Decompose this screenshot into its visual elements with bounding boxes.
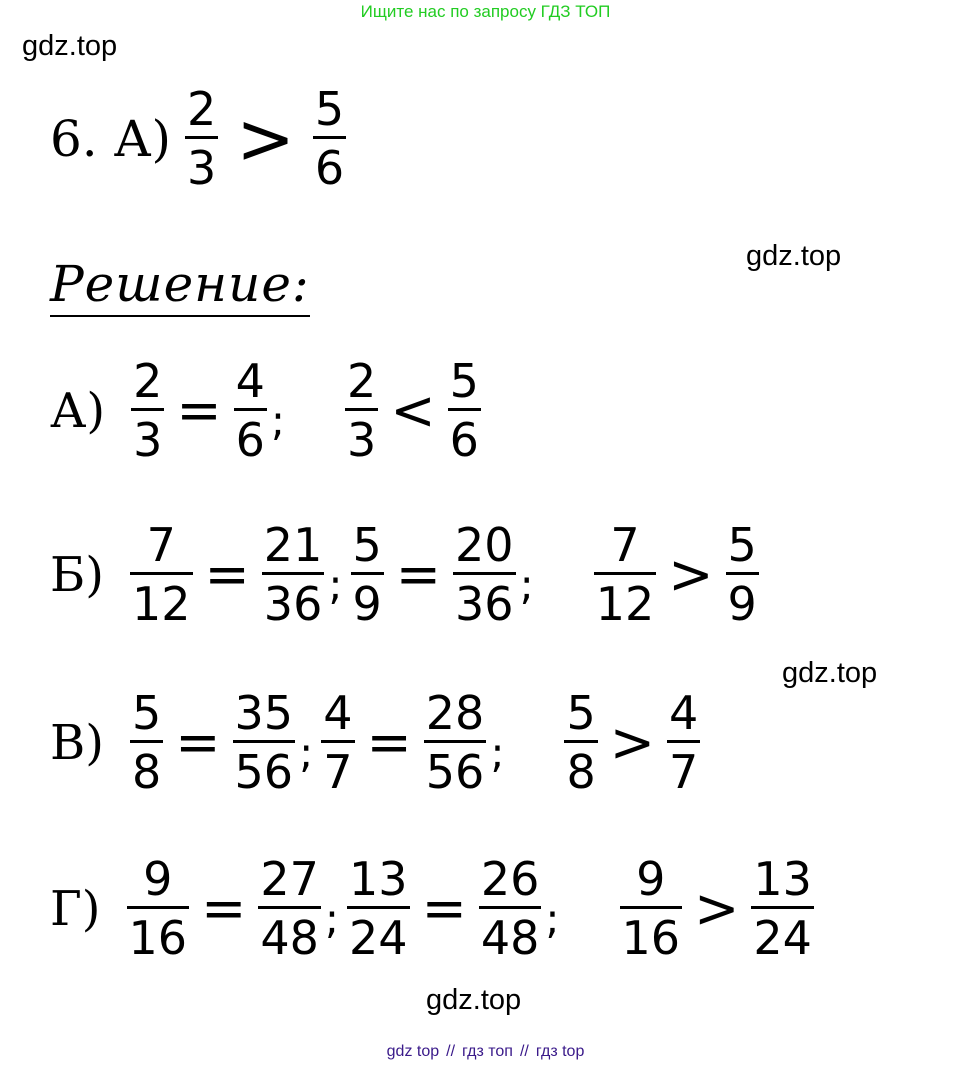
denominator: 8 [566,745,596,799]
denominator: 16 [621,911,681,965]
task-number: 6. А) [50,109,171,168]
denominator: 3 [347,413,377,467]
denominator: 36 [455,577,514,631]
numerator: 9 [143,852,173,906]
semicolon: ; [328,560,343,609]
numerator: 5 [132,686,162,740]
equals-sign: = [201,877,247,940]
equals-sign: = [204,543,250,606]
denominator: 3 [186,141,217,195]
fraction [351,518,384,631]
numerator: 4 [323,686,353,740]
fraction [131,354,164,467]
fraction [130,518,193,631]
semicolon: ; [519,560,534,609]
denominator: 7 [323,745,353,799]
numerator: 13 [349,852,408,906]
semicolon: ; [324,894,340,943]
fraction [479,852,542,965]
equals-sign: = [175,711,221,774]
denominator: 12 [595,577,655,631]
numerator: 2 [133,354,163,408]
comparison-sign: < [390,379,436,442]
solution-row-d [50,852,814,965]
numerator: 2 [186,82,217,136]
fraction [234,354,267,467]
denominator: 9 [727,577,757,631]
watermark-top-left: gdz.top [22,30,118,62]
fraction [594,518,657,631]
fraction [127,852,190,965]
denominator: 24 [349,911,408,965]
numerator: 5 [314,82,345,136]
fraction [453,518,516,631]
numerator: 5 [449,354,479,408]
fraction [424,686,487,799]
denominator: 48 [480,911,540,965]
numerator: 5 [727,518,757,572]
watermark-right-middle: gdz.top [782,657,878,689]
numerator: 4 [669,686,699,740]
fraction [262,518,325,631]
semicolon: ; [299,728,314,777]
numerator: 2 [347,354,377,408]
numerator: 35 [234,686,294,740]
fraction [347,852,410,965]
footer-link-gdz-top-ru[interactable]: гдз топ [462,1043,513,1060]
fraction [751,852,814,965]
solution-row-b [50,518,759,631]
equals-sign: = [395,543,442,606]
fraction [345,354,378,467]
row-label: А) [50,382,106,439]
row-label: Г) [50,880,101,937]
numerator: 26 [480,852,540,906]
denominator: 36 [263,577,323,631]
solution-row-a [50,354,481,467]
denominator: 56 [425,745,485,799]
denominator: 8 [132,745,162,799]
footer-link-gdz-top-mixed[interactable]: гдз top [535,1043,585,1060]
denominator: 12 [132,577,191,631]
numerator: 7 [610,518,640,572]
equals-sign: = [421,877,467,940]
fraction [258,852,321,965]
denominator: 24 [753,911,812,965]
fraction [321,686,354,799]
denominator: 16 [128,911,188,965]
semicolon: ; [490,728,505,777]
denominator: 6 [314,141,345,195]
numerator: 21 [263,518,323,572]
equals-sign: = [176,379,222,442]
numerator: 20 [455,518,514,572]
task-statement [50,82,346,195]
fraction [233,686,296,799]
solution-row-c [50,686,700,799]
semicolon: ; [545,894,560,943]
footer-link-gdz-top[interactable]: gdz top [386,1043,440,1060]
fraction [620,852,683,965]
semicolon: ; [270,396,286,445]
comparison-sign: > [668,543,714,606]
fraction [667,686,700,799]
fraction [185,82,218,195]
watermark-bottom: gdz.top [426,984,522,1016]
denominator: 56 [234,745,294,799]
fraction [448,354,481,467]
denominator: 3 [133,413,163,467]
comparison-sign: > [694,877,740,940]
row-label: В) [50,714,104,771]
numerator: 5 [352,518,382,572]
equals-sign: = [366,711,412,774]
promo-banner[interactable]: Ищите нас по запросу ГДЗ ТОП [360,2,611,21]
footer-links [0,1043,971,1061]
numerator: 7 [146,518,176,572]
footer-separator: // [519,1043,529,1060]
numerator: 28 [425,686,485,740]
numerator: 13 [753,852,812,906]
footer-separator: // [446,1043,456,1060]
numerator: 9 [636,852,666,906]
solution-heading: Решение: [50,255,310,317]
numerator: 4 [235,354,265,408]
denominator: 6 [235,413,265,467]
fraction [130,686,163,799]
denominator: 9 [352,577,382,631]
row-label: Б) [50,546,104,603]
comparison-sign: > [609,711,655,774]
denominator: 7 [669,745,699,799]
fraction [726,518,759,631]
denominator: 48 [260,911,319,965]
comparison-sign: > [236,97,295,180]
fraction [313,82,346,195]
watermark-right-upper: gdz.top [746,240,842,272]
numerator: 27 [260,852,319,906]
denominator: 6 [449,413,479,467]
fraction [564,686,597,799]
numerator: 5 [566,686,596,740]
